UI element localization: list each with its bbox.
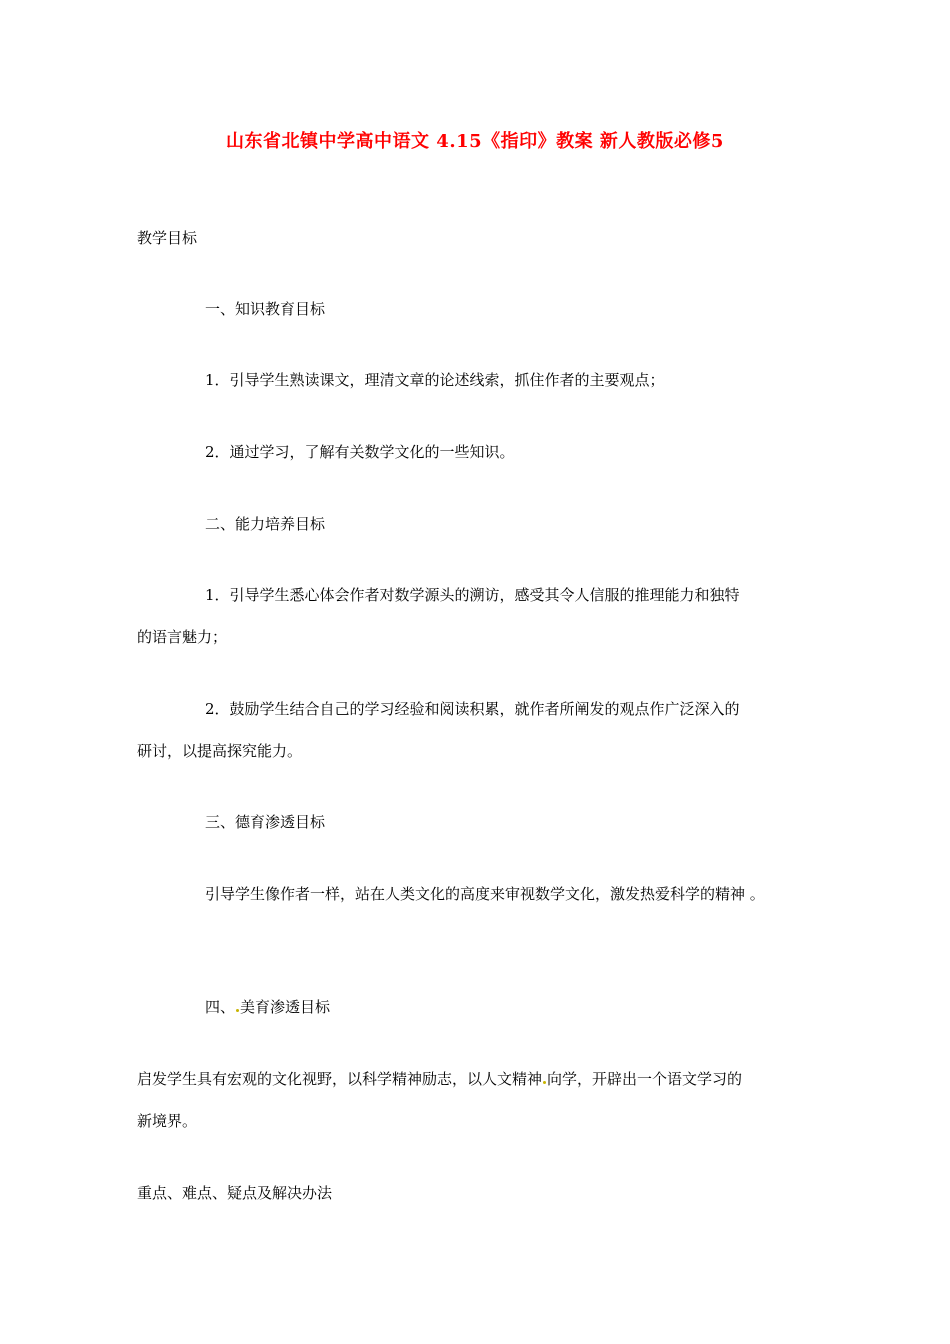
section-4-text-line-2: 新境界。 <box>137 1112 198 1130</box>
section-2-heading: 二、能力培养目标 <box>205 515 326 533</box>
section-2-item-1-line-1: 1．引导学生悉心体会作者对数学源头的溯访，感受其令人信服的推理能力和独特 <box>205 586 740 604</box>
section-3-heading: 三、德育渗透目标 <box>205 813 326 831</box>
section-4-text-part-2: 向学，开辟出一个语文学习的 <box>547 1070 743 1088</box>
heading-teaching-objectives: 教学目标 <box>137 229 198 247</box>
heading-key-points: 重点、难点、疑点及解决办法 <box>137 1184 333 1202</box>
section-1-item-1: 1．引导学生熟读课文，理清文章的论述线索，抓住作者的主要观点； <box>205 371 665 389</box>
section-4-heading-prefix: 四、 <box>205 998 236 1016</box>
section-4-heading-rest: 美育渗透目标 <box>240 998 331 1016</box>
section-2-item-1-line-2: 的语言魅力； <box>137 628 228 646</box>
section-4-heading <box>205 997 330 1017</box>
section-4-text-part-1: 启发学生具有宏观的文化视野，以科学精神励志，以人文精神 <box>137 1070 543 1088</box>
marker-dot-icon <box>543 1081 546 1084</box>
section-2-item-2-line-1: 2．鼓励学生结合自己的学习经验和阅读积累，就作者所阐发的观点作广泛深入的 <box>205 700 740 718</box>
section-1-item-2: 2．通过学习，了解有关数学文化的一些知识。 <box>205 443 515 461</box>
document-title: 山东省北镇中学高中语文 4.15《指印》教案 新人教版必修5 <box>226 131 724 152</box>
section-4-text-line-1 <box>137 1069 742 1089</box>
section-3-text: 引导学生像作者一样，站在人类文化的高度来审视数学文化，激发热爱科学的精神 。 <box>205 885 765 903</box>
marker-dot-icon <box>236 1009 239 1012</box>
section-1-heading: 一、知识教育目标 <box>205 300 326 318</box>
section-2-item-2-line-2: 研讨，以提高探究能力。 <box>137 742 303 760</box>
